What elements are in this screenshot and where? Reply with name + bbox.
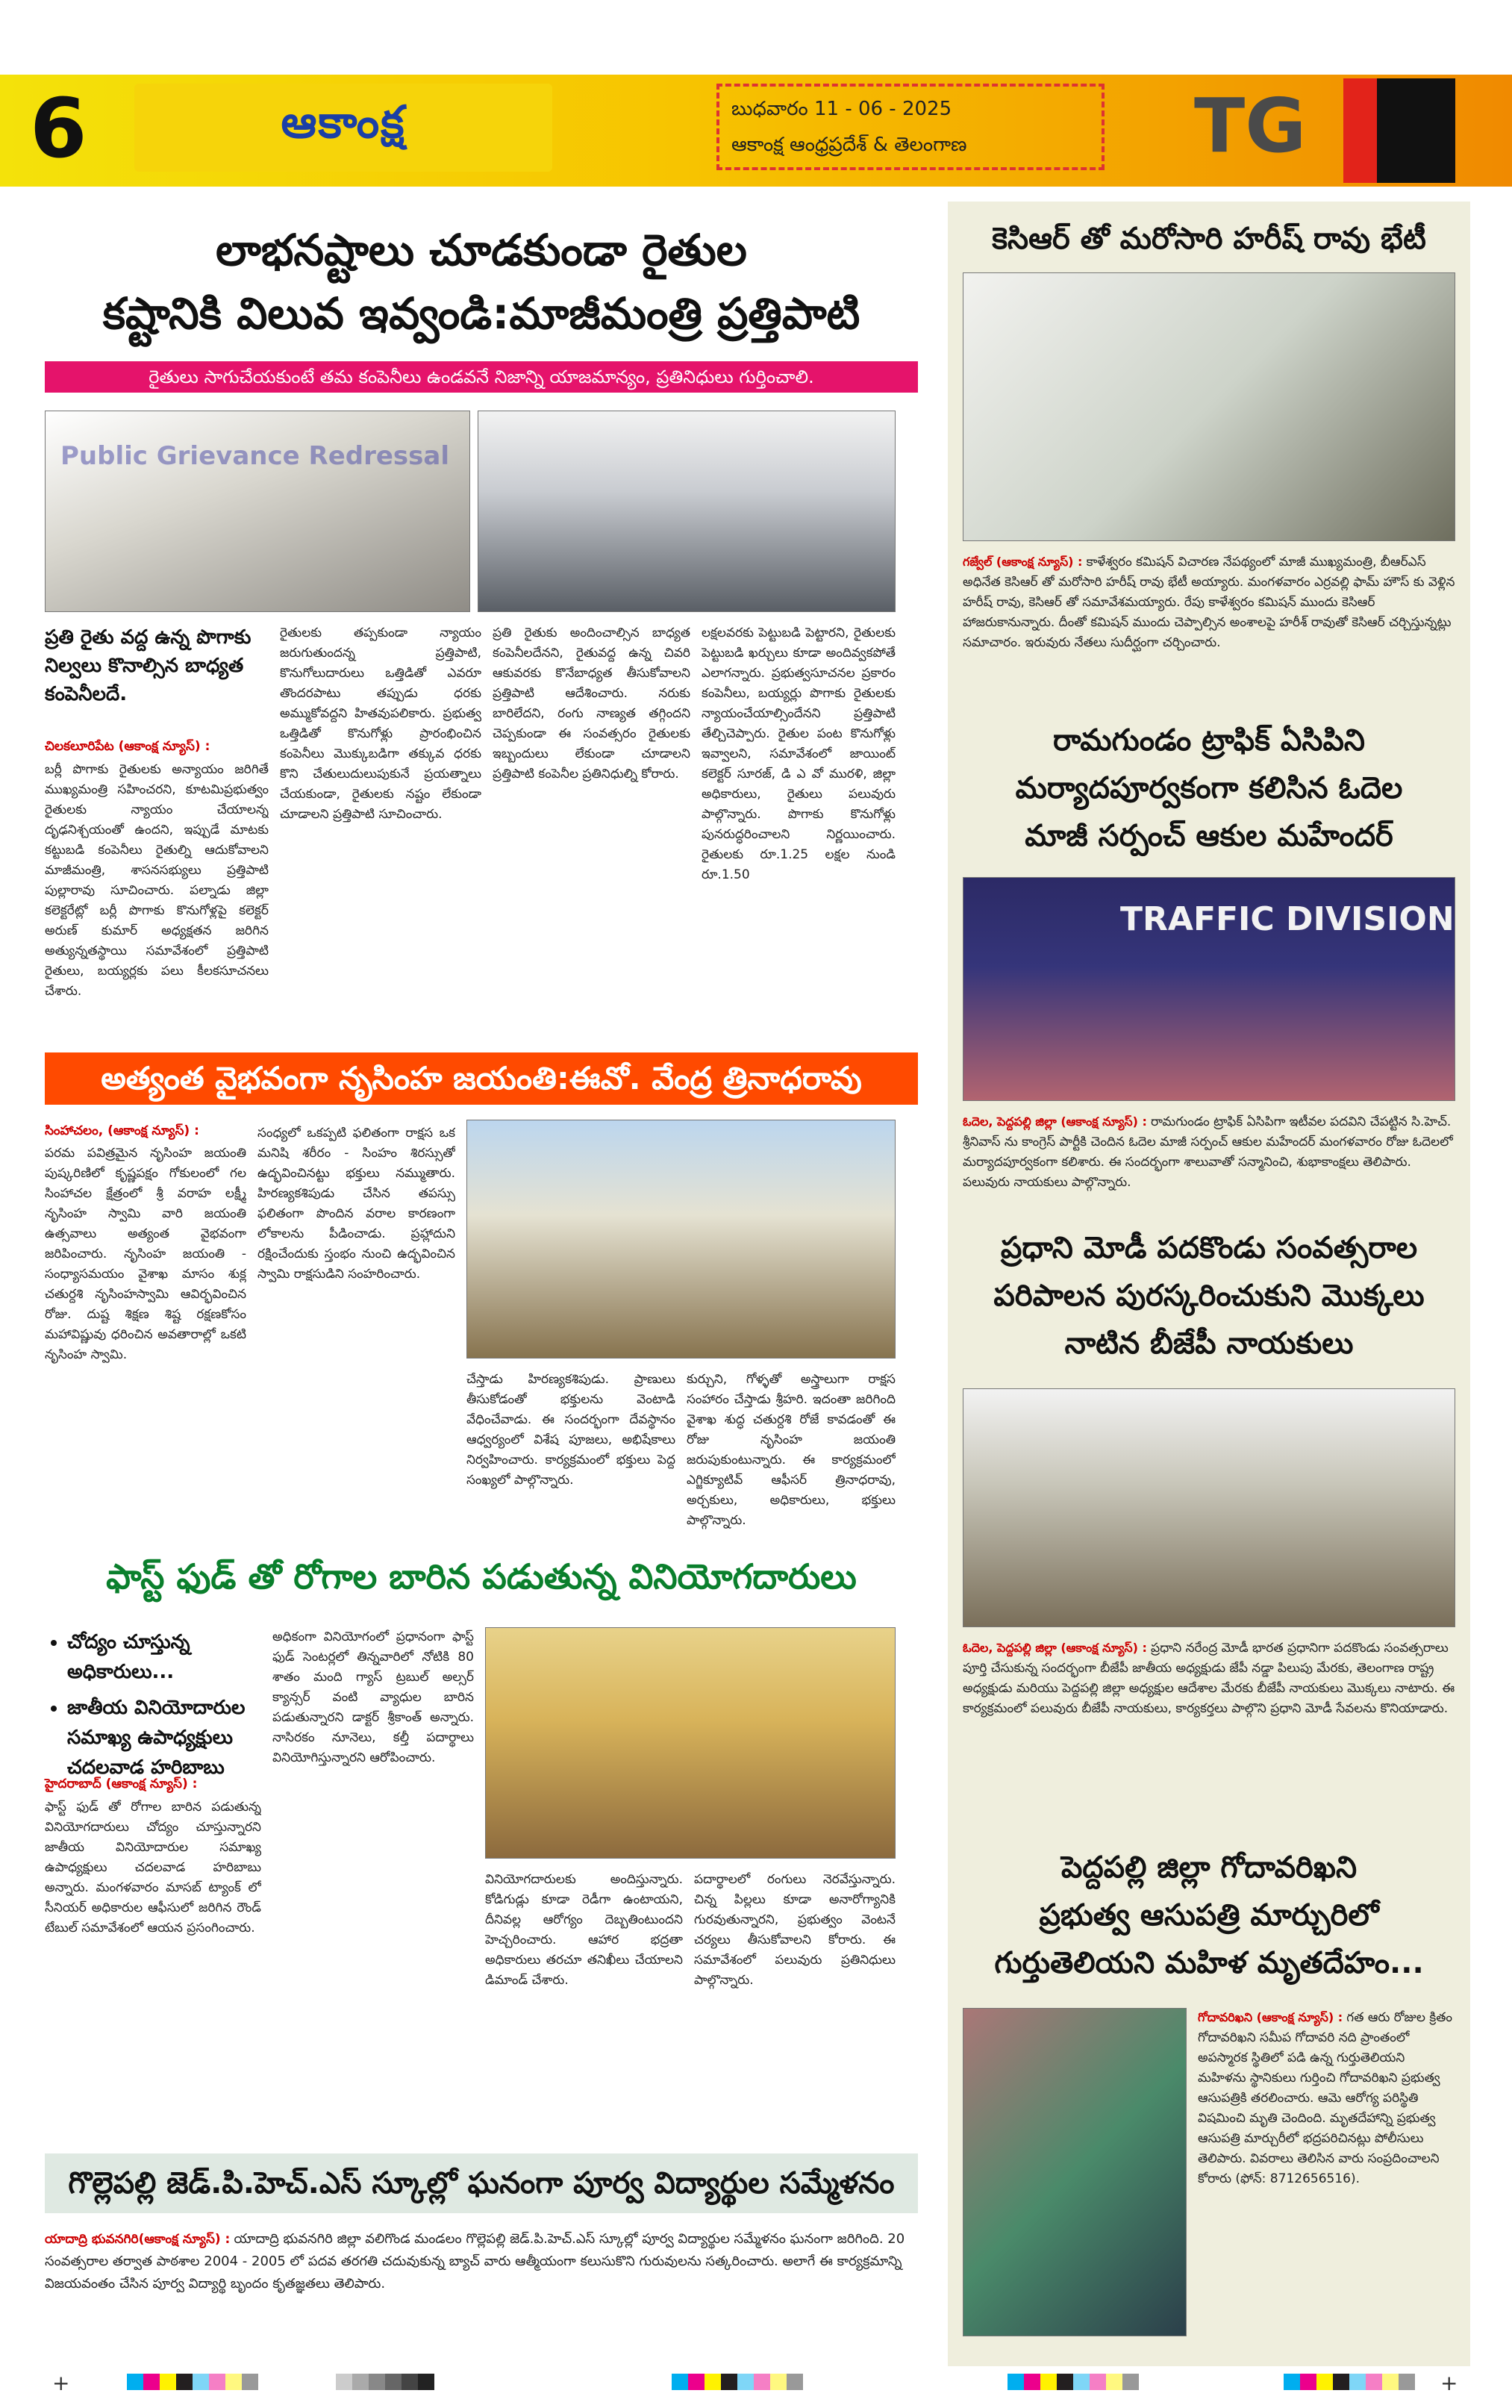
narasimha-dateline: సింహాచలం, (ఆకాంక్ష న్యూస్) : xyxy=(45,1123,199,1138)
flag-block xyxy=(1343,78,1455,183)
fastfood-bullet-2: • జాతీయ వినియోదారుల సమాఖ్య ఉపాధ్యక్షులు చదలవాడ హరిబాబు xyxy=(67,1693,284,1782)
traffic-sign: TRAFFIC DIVISION xyxy=(1120,900,1455,938)
kcr-headline: కెసిఆర్ తో మరోసారి హరీష్ రావు భేటీ xyxy=(992,222,1426,256)
bjp-text-block xyxy=(963,1638,1455,1719)
fastfood-body-col-1: ఫాస్ట్ ఫుడ్ తో రోగాల బారిన పడుతున్న వినియోగదారులు చోద్యం చూస్తున్నారని జాతీయ వినియోదారుల సమాఖ్య ఉపాధ్యక్షులు చదలవాడ హరిబాబు అన్నారు. మంగళవారం మాసబ్ ట్యాంక్ లో సీనియర్ అధికారుల ఆఫీసులో జరిగిన రౌండ్ టేబుల్ సమావేశంలో ఆయన ప్రసంగించారు. xyxy=(45,1800,261,1936)
fastfood-photo xyxy=(485,1627,896,1859)
odela-photo xyxy=(963,877,1455,1101)
lead-body-col-3: ప్రతి రైతుకు అందించాల్సిన బాధ్యత కంపెనీలదేనని, రైతువద్ద ఉన్న చివరి ఆకువరకు కొనేబాధ్యత తీసుకోవాలని ప్రత్తిపాటి ఆదేశించారు. నరుకు బారిలేదని, రంగు నాణ్యత తగ్గిందని చెప్పకుండా ఈ సంవత్సరం రైతులకు ఇబ్బందులు లేకుండా చూడాలని ప్రత్తిపాటి కంపెనీల ప్రతినిధుల్ని కోరారు. xyxy=(493,626,690,782)
bjp-headline-1: ప్రధాని మోడీ పదకొండు సంవత్సరాల xyxy=(1000,1231,1418,1265)
lead-headline-2: కష్టానికి విలువ ఇవ్వండి:మాజీమంత్రి ప్రత్తిపాటి xyxy=(102,288,860,339)
narasimha-headline: అత్యంత వైభవంగా నృసింహ జయంతి:ఈవో. వేంద్ర త్రినాధరావు xyxy=(45,1052,918,1105)
kcr-dateline: గజ్వేల్ (ఆకాంక్ష న్యూస్) : xyxy=(963,555,1083,569)
color-strip-4 xyxy=(1008,2374,1139,2390)
mortuary-photo xyxy=(963,2008,1187,2336)
bjp-photo xyxy=(963,1388,1455,1627)
registration-cross-left: + xyxy=(52,2371,70,2395)
mortuary-headline-2: ప్రభుత్వ ఆసుపత్రి మార్చురిలో xyxy=(1039,1898,1379,1933)
state-code: TG xyxy=(1194,82,1307,169)
mortuary-headline-1: పెద్దపల్లి జిల్లా గోదావరిఖని xyxy=(1060,1850,1358,1885)
fastfood-bullets xyxy=(45,1627,284,1788)
page-number: 6 xyxy=(30,81,87,176)
fastfood-bullet-1: • చోద్యం చూస్తున్న అధికారులు... xyxy=(67,1627,284,1687)
fastfood-body-col-2: అధికంగా వినియోగంలో ప్రధానంగా ఫాస్ట్ ఫుడ్ సెంటర్లలో తిన్నవారిలో నోటికి 80 శాతం మంది గ్యాస్ ట్రబుల్ అల్సర్ క్యాన్సర్ వంటి వ్యాధుల బారిన పడుతున్నారని డాక్టర్ శ్రీకాంత్ అన్నారు. నాసిరకం నూనెలు, కల్తీ పదార్థాలు వినియోగిస్తున్నారని ఆరోపించారు. xyxy=(272,1629,474,1765)
mortuary-dateline: గోదావరిఖని (ఆకాంక్ష న్యూస్) : xyxy=(1198,2010,1343,2024)
bjp-headline-2: పరిపాలన పురస్కరించుకుని మొక్కలు xyxy=(993,1279,1425,1313)
lead-body-col-4: లక్షలవరకు పెట్టుబడి పెట్టారని, రైతులకు పెట్టుబడి ఖర్చులు కూడా అందివ్వకపోతే ఎలాగన్నారు. ప్రభుత్వసూచనల ప్రకారం కంపెనీలు, బయ్యర్లు పొగాకు రైతులకు న్యాయంచేయాల్సిందేనని ప్రత్తిపాటి తేల్చిచెప్పారు. రైతుల పంట కొనుగోళ్లు ఇవ్వాలని, సమావేశంలో జాయింట్ కలెక్టర్ సూరజ్, డి ఎ వో మురళి, జిల్లా అధికారులు, రైతులు పలువురు పాల్గొన్నారు. పొగాకు కొనుగోళ్లు పునరుద్ధరించాలని నిర్ణయించారు. రైతులకు రూ.1.25 లక్షల నుండి రూ.1.50 xyxy=(702,626,896,882)
narasimha-body-col-1: పరమ పవిత్రమైన నృసింహ జయంతి పుష్కరిణిలో కృష్ణపక్షం గోకులంలో గల సింహాచల క్షేత్రంలో శ్రీ వరాహ లక్ష్మీ నృసింహ స్వామి వారి జయంతి ఉత్సవాలు అత్యంత వైభవంగా జరిపించారు. నృసింహ జయంతి - సంధ్యాసమయం వైశాఖ మాసం శుక్ల చతుర్దశి నృసింహస్వామి ఆవిర్భవించిన రోజు. దుష్ట శిక్షణ శిష్ట రక్షణకోసం మహావిష్ణువు ధరించిన అవతారాల్లో ఒకటి నృసింహ స్వామి. xyxy=(45,1146,246,1362)
lead-photo-2 xyxy=(478,411,896,612)
alumni-headline: గొల్లెపల్లి జెడ్.పి.హెచ్.ఎస్ స్కూల్లో ఘనంగా పూర్వ విద్యార్థుల సమ్మేళనం xyxy=(68,2166,895,2200)
alumni-body: యాదాద్రి భువనగిరి జిల్లా వలిగొండ మండలం గొల్లెపల్లి జెడ్.పి.హెచ్.ఎస్ స్కూల్లో పూర్వ విద్యార్థుల సమ్మేళనం ఘనంగా జరిగింది. 20 సంవత్సరాల తర్వాత పాఠశాల 2004 - 2005 లో పదవ తరగతి చదువుకున్న బ్యాచ్ వారు ఆత్మీయంగా కలుసుకొని గురువులను సత్కరించారు. అలాగే ఈ కార్యక్రమాన్ని విజయవంతం చేసిన పూర్వ విద్యార్థి బృందం కృతజ్ఞతలు తెలిపారు. xyxy=(45,2231,905,2292)
narasimha-body-col-3: చేస్తాడు హిరణ్యకశిపుడు. ప్రాణులు తీసుకోడంతో భక్తులను వెంటాడి వేధించేవాడు. ఈ సందర్భంగా దేవస్థానం ఆధ్వర్యంలో విశేష పూజలు, అభిషేకాలు నిర్వహించారు. కార్యక్రమంలో భక్తులు పెద్ద సంఖ్యలో పాల్గొన్నారు. xyxy=(466,1372,675,1488)
odela-dateline: ఓదెల, పెద్దపల్లి జిల్లా (ఆకాంక్ష న్యూస్) : xyxy=(963,1114,1147,1129)
color-strip-2 xyxy=(336,2374,434,2390)
lead-body-col-1: బర్లీ పొగాకు రైతులకు అన్యాయం జరిగితే ముఖ్యమంత్రి సహించరని, కూటమిప్రభుత్వం రైతులకు న్యాయం చేయాలన్న దృఢనిశ్చయంతో ఉందని, ఇప్పుడే మాటకు కట్టుబడి కంపెనీలు రైతుల్ని ఆదుకోవాలని మాజీమంత్రి, శాసనసభ్యులు ప్రత్తిపాటి పుల్లారావు సూచించారు. పల్నాడు జిల్లా కలెక్టరేట్లో బర్లీ పొగాకు కొనుగోళ్లపై కలెక్టర్ అరుణ్ కుమార్ అధ్యక్షతన జరిగిన అత్యున్నతస్థాయి సమావేశంలో ప్రత్తిపాటి రైతులు, బయ్యర్లకు పలు కీలకసూచనలు చేశారు. xyxy=(45,762,269,999)
odela-text-block xyxy=(963,1112,1455,1193)
narasimha-photo xyxy=(466,1120,896,1359)
photo-banner-text: Public Grievance Redressal xyxy=(60,441,449,471)
bjp-body: ప్రధాని నరేంద్ర మోడీ భారత ప్రధానిగా పదకొండు సంవత్సరాలు పూర్తి చేసుకున్న సందర్భంగా బీజేపీ జాతీయ అధ్యక్షుడు జేపీ నడ్డా పిలుపు మేరకు, తెలంగాణ రాష్ట్ర అధ్యక్షుడు మరియు పెద్దపల్లి జిల్లా అధ్యక్షుల ఆదేశాల మేరకు బీజేపీ నాయకులు మొక్కలు నాటారు. ఈ కార్యక్రమంలో పలువురు బీజేపీ నాయకులు, కార్యకర్తలు పాల్గొని ప్రధాని మోడీ సేవలను కొనియాడారు. xyxy=(963,1641,1455,1716)
fastfood-body-col-3: వినియోగదారులకు అందిస్తున్నారు. కోడిగుడ్లు కూడా రెడీగా ఉంటాయని, దీనివల్ల ఆరోగ్యం దెబ్బతింటుందని హెచ్చరించారు. ఆహార భద్రతా అధికారులు తరచూ తనిఖీలు చేయాలని డిమాండ్ చేశారు. xyxy=(485,1872,683,1988)
mortuary-headline-3: గుర్తుతెలియని మహిళ మృతదేహం... xyxy=(994,1946,1424,1980)
odela-headline-3: మాజీ సర్పంచ్ ఆకుల మహేందర్ xyxy=(1025,819,1393,853)
registration-cross-right: + xyxy=(1440,2371,1458,2395)
narasimha-body-col-4: కుర్చుని, గోళ్ళతో అస్త్రాలుగా రాక్షస సంహారం చేస్తాడు శ్రీహరి. ఇదంతా జరిగింది వైశాఖ శుద్ధ చతుర్దశి రోజే కావడంతో ఈ రోజు నృసింహ జయంతి జరుపుకుంటున్నారు. ఈ కార్యక్రమంలో ఎగ్జిక్యూటివ్ ఆఫీసర్ త్రినాధరావు, అర్చకులు, అధికారులు, భక్తులు పాల్గొన్నారు. xyxy=(687,1372,896,1528)
lead-pull-quote: ప్రతి రైతు వద్ద ఉన్న పొగాకు నిల్వలు కొనాల్సిన బాధ్యత కంపెనీలదే. xyxy=(45,626,252,705)
lead-headline-1: లాభనష్టాలు చూడకుండా రైతుల xyxy=(216,225,747,275)
date-box xyxy=(716,84,1105,170)
narasimha-body-col-2: సంధ్యలో ఒకప్పటి ఫలితంగా రాక్షస ఒక మనిషి శరీరం - సింహం శిరస్సుతో ఉద్భవించినట్టు భక్తులు నమ్ముతారు. హిరణ్యకశిపుడు చేసిన తపస్సు ఫలితంగా పొందిన వరాల కారణంగా లోకాలను పీడించాడు. ప్రహ్లాదుని రక్షించేందుకు స్తంభం నుంచి ఉద్భవించిన స్వామి రాక్షసుడిని సంహరించారు. xyxy=(257,1126,455,1282)
mortuary-body: గత ఆరు రోజుల క్రితం గోదావరిఖని సమీప గోదావరి నది ప్రాంతంలో అపస్మారక స్థితిలో పడి ఉన్న గుర్తుతెలియని మహిళను స్థానికులు గుర్తించి గోదావరిఖని ప్రభుత్వ ఆసుపత్రికి తరలించారు. ఆమె ఆరోగ్య పరిస్థితి విషమించి మృతి చెందింది. మృతదేహాన్ని ప్రభుత్వ ఆసుపత్రి మార్చురీలో భద్రపరిచినట్లు పోలీసులు తెలిపారు. వివరాలు తెలిసిన వారు సంప్రదించాలని కోరారు (ఫోన్: 8712656516). xyxy=(1198,2010,1453,2186)
issue-date: బుధవారం 11 - 06 - 2025 xyxy=(731,98,952,120)
odela-headline-1: రామగుండం ట్రాఫిక్ ఏసిపిని xyxy=(1053,723,1365,758)
alumni-dateline: యాదాద్రి భువనగిరి(ఆకాంక్ష న్యూస్) : xyxy=(45,2232,231,2247)
odela-body: రామగుండం ట్రాఫిక్ ఏసిపిగా ఇటీవల పదవిని చేపట్టిన సి.హెచ్. శ్రీనివాస్ ను కాంగ్రెస్ పార్టీకి చెందిన ఓదెల మాజీ సర్పంచ్ ఆకుల మహేందర్ మంగళవారం రోజు ఓదెలలో మర్యాదపూర్వకంగా కలిశారు. ఈ సందర్భంగా శాలువాతో సన్మానించి, శుభాకాంక్షలు తెలిపారు. పలువురు నాయకులు పాల్గొన్నారు. xyxy=(963,1114,1453,1190)
logo-text: ఆకాంక్ష xyxy=(281,96,406,149)
mortuary-text-block xyxy=(1198,2008,1455,2336)
lead-dateline: చిలకలూరిపేట (ఆకాంక్ష న్యూస్) : xyxy=(45,739,210,754)
kcr-body: కాళేశ్వరం కమిషన్ విచారణ నేపథ్యంలో మాజీ ముఖ్యమంత్రి, బీఆర్ఎస్ అధినేత కెసిఆర్ తో మరోసారి హరీష్ రావు భేటీ అయ్యారు. మంగళవారం ఎర్రవల్లి ఫామ్ హౌస్ కు వెళ్లిన హరీష్ రావు, కెసిఆర్ తో సమావేశమయ్యారు. రేపు కాళేశ్వరం కమిషన్ ముందు కెసిఆర్ హాజరుకానున్నారు. దీంతో కమిషన్ ముందు చెప్పాల్సిన అంశాలపై హరీశ్ రావుతో కెసిఆర్ చర్చిస్తున్నట్లు సమాచారం. ఇరువురు నేతలు సుదీర్ఘంగా చర్చించారు. xyxy=(963,555,1455,650)
lead-photo-1 xyxy=(45,411,470,612)
fastfood-body-col-4: పదార్థాలలో రంగులు నెరవేస్తున్నారు. చిన్న పిల్లలు కూడా అనారోగ్యానికి గురవుతున్నారని, ప్రభుత్వం వెంటనే చర్యలు తీసుకోవాలని కోరారు. ఈ సమావేశంలో పలువురు ప్రతినిధులు పాల్గొన్నారు. xyxy=(694,1872,896,1988)
color-strip-3 xyxy=(672,2374,803,2390)
odela-headline-2: మర్యాదపూర్వకంగా కలిసిన ఓదెల xyxy=(1015,771,1403,805)
kcr-text-block xyxy=(963,552,1455,653)
lead-body-col-2: రైతులకు తప్పకుండా న్యాయం జరుగుతుందన్న ప్రత్తిపాటి, కొనుగోలుదారులు ఒత్తిడితో ఎవరూ తొందరపాటు తప్పుడు ధరకు అమ్ముకోవద్దని హితవుపలికారు. ప్రభుత్వ ఒత్తిడితో కొనుగోళ్లు ప్రారంభించిన కంపెనీలు మొక్కుబడిగా తక్కువ ధరకు కొని చేతులుదులుపుకునే ప్రయత్నాలు చేయకుండా, రైతులకు నష్టం లేకుండా చూడాలని ప్రత్తిపాటి సూచించారు. xyxy=(280,626,481,822)
newspaper-logo[interactable] xyxy=(134,84,552,172)
bjp-dateline: ఓదెల, పెద్దపల్లి జిల్లా (ఆకాంక్ష న్యూస్) : xyxy=(963,1641,1147,1655)
color-strip-1 xyxy=(127,2374,258,2390)
edition-name: ఆకాంక్ష ఆంధ్రప్రదేశ్ & తెలంగాణ xyxy=(731,134,967,156)
fastfood-dateline: హైదరాబాద్ (ఆకాంక్ష న్యూస్) : xyxy=(45,1777,198,1791)
alumni-text-block xyxy=(45,2228,918,2295)
bjp-headline-3: నాటిన బీజేపీ నాయకులు xyxy=(1064,1326,1354,1361)
fastfood-headline: ఫాస్ట్ ఫుడ్ తో రోగాల బారిన పడుతున్న వినియోగదారులు xyxy=(106,1556,857,1597)
color-strip-5 xyxy=(1284,2374,1415,2390)
lead-subhead: రైతులు సాగుచేయకుంటే తమ కంపెనీలు ఉండవనే నిజాన్ని యాజమాన్యం, ప్రతినిధులు గుర్తించాలి. xyxy=(45,361,918,393)
kcr-photo xyxy=(963,272,1455,541)
